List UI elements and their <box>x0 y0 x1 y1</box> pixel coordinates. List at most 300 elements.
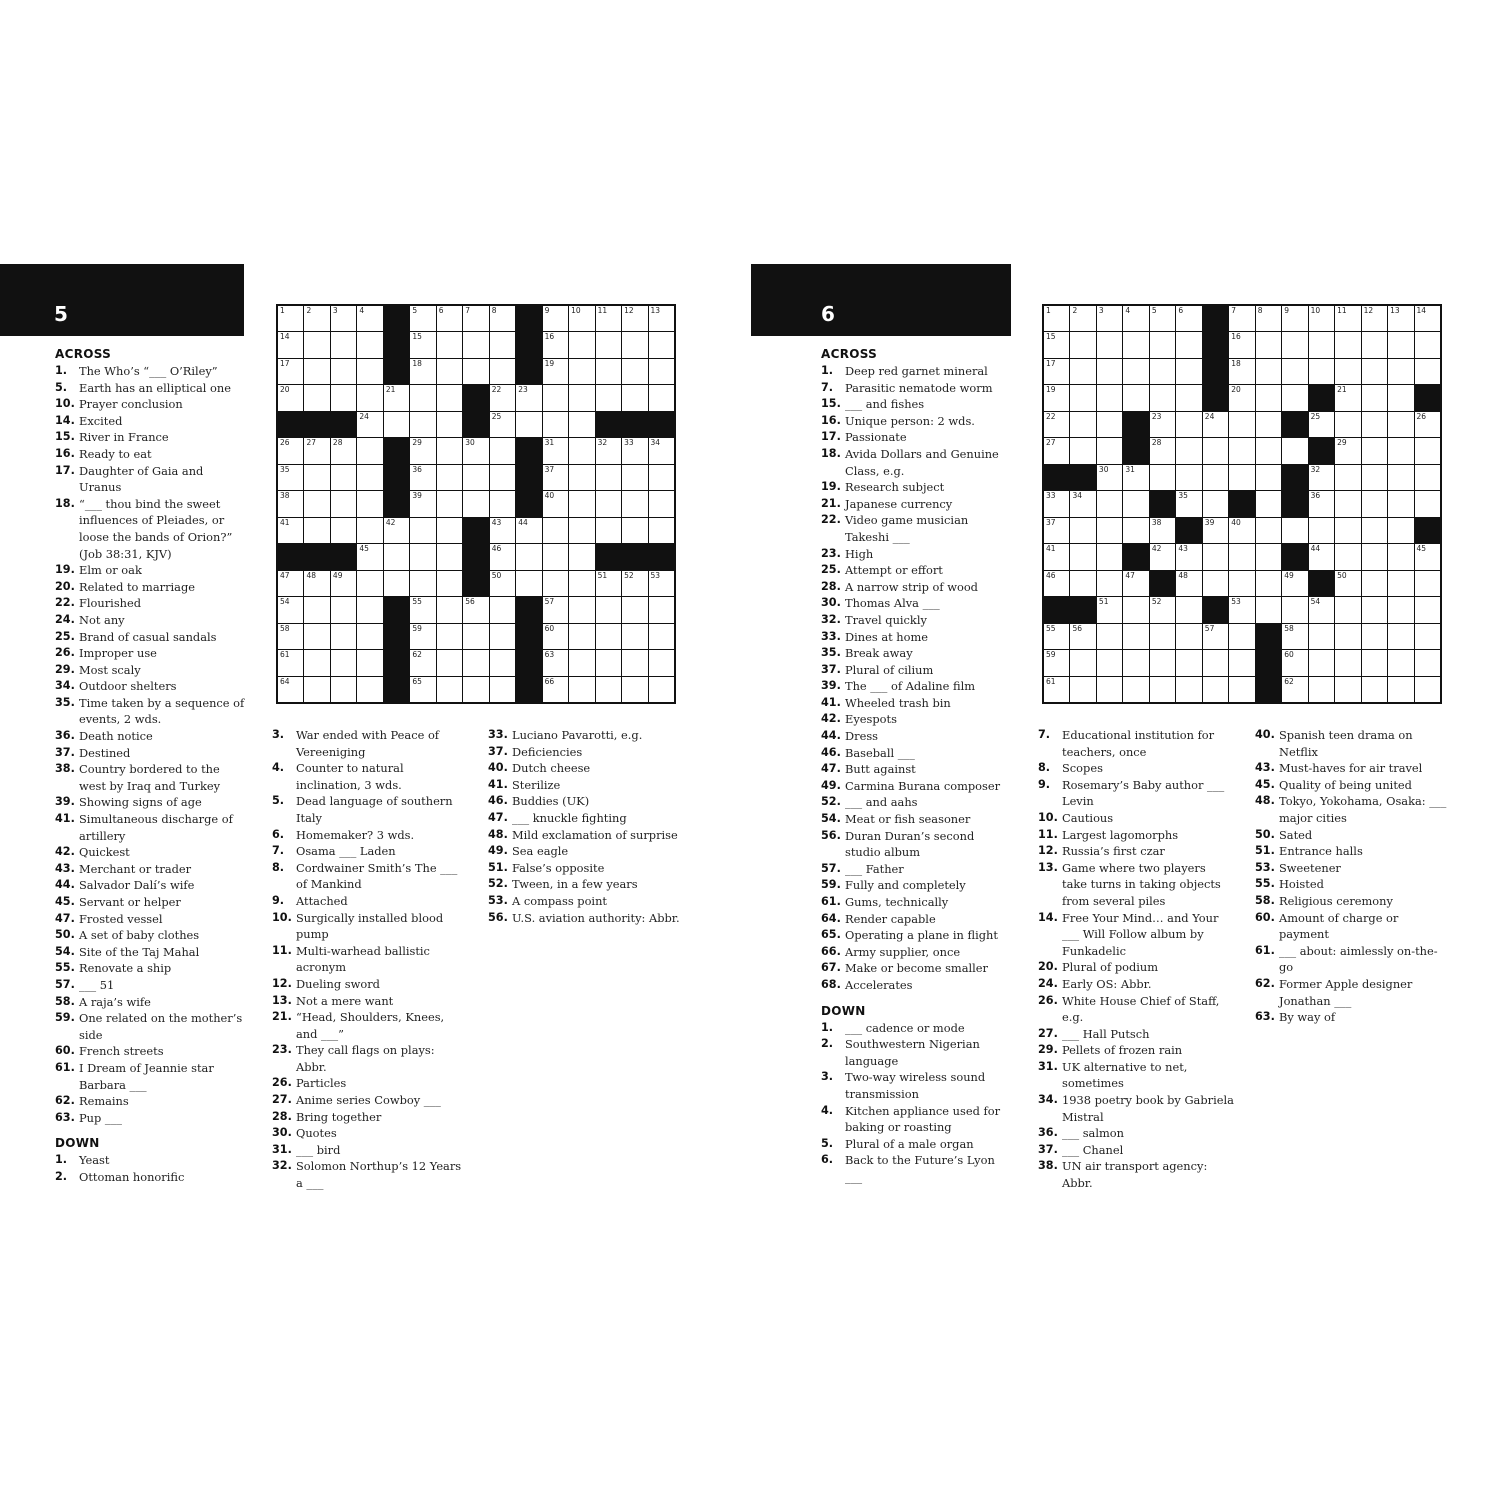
grid-cell[interactable] <box>410 571 435 596</box>
grid-cell[interactable] <box>596 650 621 675</box>
grid-cell[interactable] <box>1150 359 1175 384</box>
grid-cell[interactable] <box>649 518 674 543</box>
grid-cell[interactable] <box>278 359 303 384</box>
grid-cell[interactable] <box>278 571 303 596</box>
grid-cell[interactable] <box>1123 465 1148 490</box>
grid-cell[interactable] <box>543 438 568 463</box>
grid-cell[interactable] <box>490 571 515 596</box>
grid-cell[interactable] <box>1070 571 1095 596</box>
grid-cell[interactable] <box>1282 571 1307 596</box>
grid-cell[interactable] <box>1282 385 1307 410</box>
grid-cell[interactable] <box>1362 359 1387 384</box>
grid-cell[interactable] <box>1229 544 1254 569</box>
grid-cell[interactable] <box>569 491 594 516</box>
grid-cell[interactable] <box>437 332 462 357</box>
grid-cell[interactable] <box>331 597 356 622</box>
grid-cell[interactable] <box>1150 306 1175 331</box>
grid-cell[interactable] <box>649 650 674 675</box>
grid-cell[interactable] <box>569 359 594 384</box>
grid-cell[interactable] <box>1070 624 1095 649</box>
grid-cell[interactable] <box>304 306 329 331</box>
grid-cell[interactable] <box>596 359 621 384</box>
grid-cell[interactable] <box>1176 491 1201 516</box>
grid-cell[interactable] <box>278 332 303 357</box>
grid-cell[interactable] <box>1388 306 1413 331</box>
grid-cell[interactable] <box>1362 306 1387 331</box>
grid-cell[interactable] <box>1335 597 1360 622</box>
grid-cell[interactable] <box>1388 571 1413 596</box>
grid-cell[interactable] <box>1229 571 1254 596</box>
grid-cell[interactable] <box>463 491 488 516</box>
grid-cell[interactable] <box>1150 412 1175 437</box>
grid-cell[interactable] <box>1070 544 1095 569</box>
grid-cell[interactable] <box>410 597 435 622</box>
grid-cell[interactable] <box>1044 518 1069 543</box>
grid-cell[interactable] <box>1282 332 1307 357</box>
grid-cell[interactable] <box>410 677 435 702</box>
grid-cell[interactable] <box>463 332 488 357</box>
grid-cell[interactable] <box>1097 491 1122 516</box>
grid-cell[interactable] <box>1388 412 1413 437</box>
grid-cell[interactable] <box>1229 465 1254 490</box>
grid-cell[interactable] <box>1309 465 1334 490</box>
grid-cell[interactable] <box>1282 597 1307 622</box>
grid-cell[interactable] <box>1044 306 1069 331</box>
grid-cell[interactable] <box>490 624 515 649</box>
grid-cell[interactable] <box>1203 571 1228 596</box>
grid-cell[interactable] <box>490 491 515 516</box>
grid-cell[interactable] <box>1282 438 1307 463</box>
grid-cell[interactable] <box>1229 438 1254 463</box>
grid-cell[interactable] <box>543 650 568 675</box>
grid-cell[interactable] <box>1415 306 1440 331</box>
grid-cell[interactable] <box>437 650 462 675</box>
grid-cell[interactable] <box>490 306 515 331</box>
grid-cell[interactable] <box>649 597 674 622</box>
grid-cell[interactable] <box>1335 332 1360 357</box>
grid-cell[interactable] <box>304 650 329 675</box>
grid-cell[interactable] <box>516 571 541 596</box>
grid-cell[interactable] <box>1044 491 1069 516</box>
grid-cell[interactable] <box>543 359 568 384</box>
grid-cell[interactable] <box>490 650 515 675</box>
grid-cell[interactable] <box>1229 677 1254 702</box>
crossword-grid-5[interactable] <box>276 304 676 704</box>
grid-cell[interactable] <box>1388 544 1413 569</box>
grid-cell[interactable] <box>1388 491 1413 516</box>
grid-cell[interactable] <box>1282 359 1307 384</box>
grid-cell[interactable] <box>331 650 356 675</box>
grid-cell[interactable] <box>410 491 435 516</box>
grid-cell[interactable] <box>1203 624 1228 649</box>
grid-cell[interactable] <box>1150 677 1175 702</box>
grid-cell[interactable] <box>622 518 647 543</box>
grid-cell[interactable] <box>1070 650 1095 675</box>
grid-cell[interactable] <box>649 359 674 384</box>
crossword-grid-6[interactable] <box>1042 304 1442 704</box>
grid-cell[interactable] <box>543 544 568 569</box>
grid-cell[interactable] <box>1070 677 1095 702</box>
grid-cell[interactable] <box>596 385 621 410</box>
grid-cell[interactable] <box>516 412 541 437</box>
grid-cell[interactable] <box>304 332 329 357</box>
grid-cell[interactable] <box>437 518 462 543</box>
grid-cell[interactable] <box>1309 597 1334 622</box>
grid-cell[interactable] <box>410 306 435 331</box>
grid-cell[interactable] <box>1150 438 1175 463</box>
grid-cell[interactable] <box>1362 385 1387 410</box>
grid-cell[interactable] <box>1097 385 1122 410</box>
grid-cell[interactable] <box>1256 465 1281 490</box>
grid-cell[interactable] <box>543 412 568 437</box>
grid-cell[interactable] <box>331 518 356 543</box>
grid-cell[interactable] <box>1150 518 1175 543</box>
grid-cell[interactable] <box>331 332 356 357</box>
grid-cell[interactable] <box>490 438 515 463</box>
grid-cell[interactable] <box>304 359 329 384</box>
grid-cell[interactable] <box>1044 571 1069 596</box>
grid-cell[interactable] <box>1415 412 1440 437</box>
grid-cell[interactable] <box>1362 465 1387 490</box>
grid-cell[interactable] <box>569 624 594 649</box>
grid-cell[interactable] <box>357 571 382 596</box>
grid-cell[interactable] <box>1229 597 1254 622</box>
grid-cell[interactable] <box>596 677 621 702</box>
grid-cell[interactable] <box>596 571 621 596</box>
grid-cell[interactable] <box>1282 624 1307 649</box>
grid-cell[interactable] <box>516 544 541 569</box>
grid-cell[interactable] <box>463 438 488 463</box>
grid-cell[interactable] <box>516 518 541 543</box>
grid-cell[interactable] <box>1203 518 1228 543</box>
grid-cell[interactable] <box>1097 650 1122 675</box>
grid-cell[interactable] <box>463 465 488 490</box>
grid-cell[interactable] <box>622 597 647 622</box>
grid-cell[interactable] <box>357 332 382 357</box>
grid-cell[interactable] <box>1176 438 1201 463</box>
grid-cell[interactable] <box>569 438 594 463</box>
grid-cell[interactable] <box>596 624 621 649</box>
grid-cell[interactable] <box>1335 650 1360 675</box>
grid-cell[interactable] <box>357 412 382 437</box>
grid-cell[interactable] <box>1229 650 1254 675</box>
grid-cell[interactable] <box>1176 650 1201 675</box>
grid-cell[interactable] <box>569 412 594 437</box>
grid-cell[interactable] <box>490 465 515 490</box>
grid-cell[interactable] <box>1388 438 1413 463</box>
grid-cell[interactable] <box>410 544 435 569</box>
grid-cell[interactable] <box>304 438 329 463</box>
grid-cell[interactable] <box>1229 412 1254 437</box>
grid-cell[interactable] <box>649 385 674 410</box>
grid-cell[interactable] <box>543 677 568 702</box>
grid-cell[interactable] <box>304 597 329 622</box>
grid-cell[interactable] <box>1176 677 1201 702</box>
grid-cell[interactable] <box>1203 412 1228 437</box>
grid-cell[interactable] <box>384 518 409 543</box>
grid-cell[interactable] <box>1256 332 1281 357</box>
grid-cell[interactable] <box>1176 544 1201 569</box>
grid-cell[interactable] <box>1044 438 1069 463</box>
grid-cell[interactable] <box>622 438 647 463</box>
grid-cell[interactable] <box>1362 412 1387 437</box>
grid-cell[interactable] <box>1097 624 1122 649</box>
grid-cell[interactable] <box>437 438 462 463</box>
grid-cell[interactable] <box>1415 465 1440 490</box>
grid-cell[interactable] <box>357 359 382 384</box>
grid-cell[interactable] <box>569 332 594 357</box>
grid-cell[interactable] <box>1203 438 1228 463</box>
grid-cell[interactable] <box>1335 438 1360 463</box>
grid-cell[interactable] <box>1229 306 1254 331</box>
grid-cell[interactable] <box>1097 518 1122 543</box>
grid-cell[interactable] <box>331 465 356 490</box>
grid-cell[interactable] <box>1335 412 1360 437</box>
grid-cell[interactable] <box>490 597 515 622</box>
grid-cell[interactable] <box>463 677 488 702</box>
grid-cell[interactable] <box>331 491 356 516</box>
grid-cell[interactable] <box>1388 332 1413 357</box>
grid-cell[interactable] <box>304 624 329 649</box>
grid-cell[interactable] <box>622 465 647 490</box>
grid-cell[interactable] <box>463 359 488 384</box>
grid-cell[interactable] <box>1362 624 1387 649</box>
grid-cell[interactable] <box>463 650 488 675</box>
grid-cell[interactable] <box>1070 491 1095 516</box>
grid-cell[interactable] <box>1150 624 1175 649</box>
grid-cell[interactable] <box>437 412 462 437</box>
grid-cell[interactable] <box>1362 544 1387 569</box>
grid-cell[interactable] <box>357 491 382 516</box>
grid-cell[interactable] <box>1176 624 1201 649</box>
grid-cell[interactable] <box>596 306 621 331</box>
grid-cell[interactable] <box>490 518 515 543</box>
grid-cell[interactable] <box>1070 412 1095 437</box>
grid-cell[interactable] <box>1282 306 1307 331</box>
grid-cell[interactable] <box>357 650 382 675</box>
grid-cell[interactable] <box>331 624 356 649</box>
grid-cell[interactable] <box>331 571 356 596</box>
grid-cell[interactable] <box>1362 571 1387 596</box>
grid-cell[interactable] <box>278 518 303 543</box>
grid-cell[interactable] <box>1309 359 1334 384</box>
grid-cell[interactable] <box>1309 306 1334 331</box>
grid-cell[interactable] <box>437 597 462 622</box>
grid-cell[interactable] <box>649 491 674 516</box>
grid-cell[interactable] <box>1309 544 1334 569</box>
grid-cell[interactable] <box>569 677 594 702</box>
grid-cell[interactable] <box>331 385 356 410</box>
grid-cell[interactable] <box>1123 597 1148 622</box>
grid-cell[interactable] <box>1044 385 1069 410</box>
grid-cell[interactable] <box>543 624 568 649</box>
grid-cell[interactable] <box>1044 332 1069 357</box>
grid-cell[interactable] <box>490 332 515 357</box>
grid-cell[interactable] <box>596 597 621 622</box>
grid-cell[interactable] <box>1362 650 1387 675</box>
grid-cell[interactable] <box>1123 571 1148 596</box>
grid-cell[interactable] <box>1362 518 1387 543</box>
grid-cell[interactable] <box>384 385 409 410</box>
grid-cell[interactable] <box>596 465 621 490</box>
grid-cell[interactable] <box>1097 465 1122 490</box>
grid-cell[interactable] <box>1309 412 1334 437</box>
grid-cell[interactable] <box>1388 597 1413 622</box>
grid-cell[interactable] <box>1388 518 1413 543</box>
grid-cell[interactable] <box>1335 465 1360 490</box>
grid-cell[interactable] <box>569 465 594 490</box>
grid-cell[interactable] <box>1150 544 1175 569</box>
grid-cell[interactable] <box>1070 385 1095 410</box>
grid-cell[interactable] <box>1044 359 1069 384</box>
grid-cell[interactable] <box>463 306 488 331</box>
grid-cell[interactable] <box>1415 491 1440 516</box>
grid-cell[interactable] <box>1415 571 1440 596</box>
grid-cell[interactable] <box>569 306 594 331</box>
grid-cell[interactable] <box>1415 359 1440 384</box>
grid-cell[interactable] <box>1097 332 1122 357</box>
grid-cell[interactable] <box>649 624 674 649</box>
grid-cell[interactable] <box>437 624 462 649</box>
grid-cell[interactable] <box>1097 306 1122 331</box>
grid-cell[interactable] <box>1150 650 1175 675</box>
grid-cell[interactable] <box>622 571 647 596</box>
grid-cell[interactable] <box>1123 332 1148 357</box>
grid-cell[interactable] <box>1335 385 1360 410</box>
grid-cell[interactable] <box>304 571 329 596</box>
grid-cell[interactable] <box>1150 465 1175 490</box>
grid-cell[interactable] <box>1256 597 1281 622</box>
grid-cell[interactable] <box>1388 624 1413 649</box>
grid-cell[interactable] <box>543 571 568 596</box>
grid-cell[interactable] <box>1176 359 1201 384</box>
grid-cell[interactable] <box>1362 332 1387 357</box>
grid-cell[interactable] <box>1070 306 1095 331</box>
grid-cell[interactable] <box>278 597 303 622</box>
grid-cell[interactable] <box>384 571 409 596</box>
grid-cell[interactable] <box>596 491 621 516</box>
grid-cell[interactable] <box>1256 491 1281 516</box>
grid-cell[interactable] <box>410 412 435 437</box>
grid-cell[interactable] <box>1097 544 1122 569</box>
grid-cell[interactable] <box>490 385 515 410</box>
grid-cell[interactable] <box>1256 438 1281 463</box>
grid-cell[interactable] <box>1123 624 1148 649</box>
grid-cell[interactable] <box>357 438 382 463</box>
grid-cell[interactable] <box>1044 624 1069 649</box>
grid-cell[interactable] <box>1256 412 1281 437</box>
grid-cell[interactable] <box>331 438 356 463</box>
grid-cell[interactable] <box>1097 359 1122 384</box>
grid-cell[interactable] <box>1309 518 1334 543</box>
grid-cell[interactable] <box>1070 332 1095 357</box>
grid-cell[interactable] <box>1335 359 1360 384</box>
grid-cell[interactable] <box>357 518 382 543</box>
grid-cell[interactable] <box>1203 650 1228 675</box>
grid-cell[interactable] <box>357 306 382 331</box>
grid-cell[interactable] <box>1070 518 1095 543</box>
grid-cell[interactable] <box>278 465 303 490</box>
grid-cell[interactable] <box>622 491 647 516</box>
grid-cell[interactable] <box>1044 650 1069 675</box>
grid-cell[interactable] <box>1256 544 1281 569</box>
grid-cell[interactable] <box>1256 571 1281 596</box>
grid-cell[interactable] <box>649 306 674 331</box>
grid-cell[interactable] <box>437 385 462 410</box>
grid-cell[interactable] <box>1388 465 1413 490</box>
grid-cell[interactable] <box>1229 518 1254 543</box>
grid-cell[interactable] <box>1097 438 1122 463</box>
grid-cell[interactable] <box>1309 491 1334 516</box>
grid-cell[interactable] <box>357 677 382 702</box>
grid-cell[interactable] <box>410 518 435 543</box>
grid-cell[interactable] <box>437 465 462 490</box>
grid-cell[interactable] <box>1097 571 1122 596</box>
grid-cell[interactable] <box>1388 677 1413 702</box>
grid-cell[interactable] <box>1256 518 1281 543</box>
grid-cell[interactable] <box>1203 544 1228 569</box>
grid-cell[interactable] <box>1309 650 1334 675</box>
grid-cell[interactable] <box>1335 306 1360 331</box>
grid-cell[interactable] <box>410 438 435 463</box>
grid-cell[interactable] <box>304 518 329 543</box>
grid-cell[interactable] <box>1044 544 1069 569</box>
grid-cell[interactable] <box>278 650 303 675</box>
grid-cell[interactable] <box>569 544 594 569</box>
grid-cell[interactable] <box>410 359 435 384</box>
grid-cell[interactable] <box>1415 438 1440 463</box>
grid-cell[interactable] <box>543 332 568 357</box>
grid-cell[interactable] <box>1415 650 1440 675</box>
grid-cell[interactable] <box>1229 385 1254 410</box>
grid-cell[interactable] <box>1044 412 1069 437</box>
grid-cell[interactable] <box>516 385 541 410</box>
grid-cell[interactable] <box>1176 571 1201 596</box>
grid-cell[interactable] <box>569 385 594 410</box>
grid-cell[interactable] <box>1229 624 1254 649</box>
grid-cell[interactable] <box>1044 677 1069 702</box>
grid-cell[interactable] <box>543 491 568 516</box>
grid-cell[interactable] <box>649 438 674 463</box>
grid-cell[interactable] <box>1176 385 1201 410</box>
grid-cell[interactable] <box>1123 650 1148 675</box>
grid-cell[interactable] <box>357 465 382 490</box>
grid-cell[interactable] <box>1123 677 1148 702</box>
grid-cell[interactable] <box>1176 332 1201 357</box>
grid-cell[interactable] <box>649 571 674 596</box>
grid-cell[interactable] <box>1176 465 1201 490</box>
grid-cell[interactable] <box>1362 677 1387 702</box>
grid-cell[interactable] <box>1229 332 1254 357</box>
grid-cell[interactable] <box>543 385 568 410</box>
grid-cell[interactable] <box>278 306 303 331</box>
grid-cell[interactable] <box>1335 677 1360 702</box>
grid-cell[interactable] <box>569 518 594 543</box>
grid-cell[interactable] <box>1097 597 1122 622</box>
grid-cell[interactable] <box>278 385 303 410</box>
grid-cell[interactable] <box>622 385 647 410</box>
grid-cell[interactable] <box>1388 650 1413 675</box>
grid-cell[interactable] <box>384 412 409 437</box>
grid-cell[interactable] <box>596 438 621 463</box>
grid-cell[interactable] <box>1176 597 1201 622</box>
grid-cell[interactable] <box>437 677 462 702</box>
grid-cell[interactable] <box>1097 677 1122 702</box>
grid-cell[interactable] <box>569 650 594 675</box>
grid-cell[interactable] <box>1388 385 1413 410</box>
grid-cell[interactable] <box>1070 359 1095 384</box>
grid-cell[interactable] <box>622 332 647 357</box>
